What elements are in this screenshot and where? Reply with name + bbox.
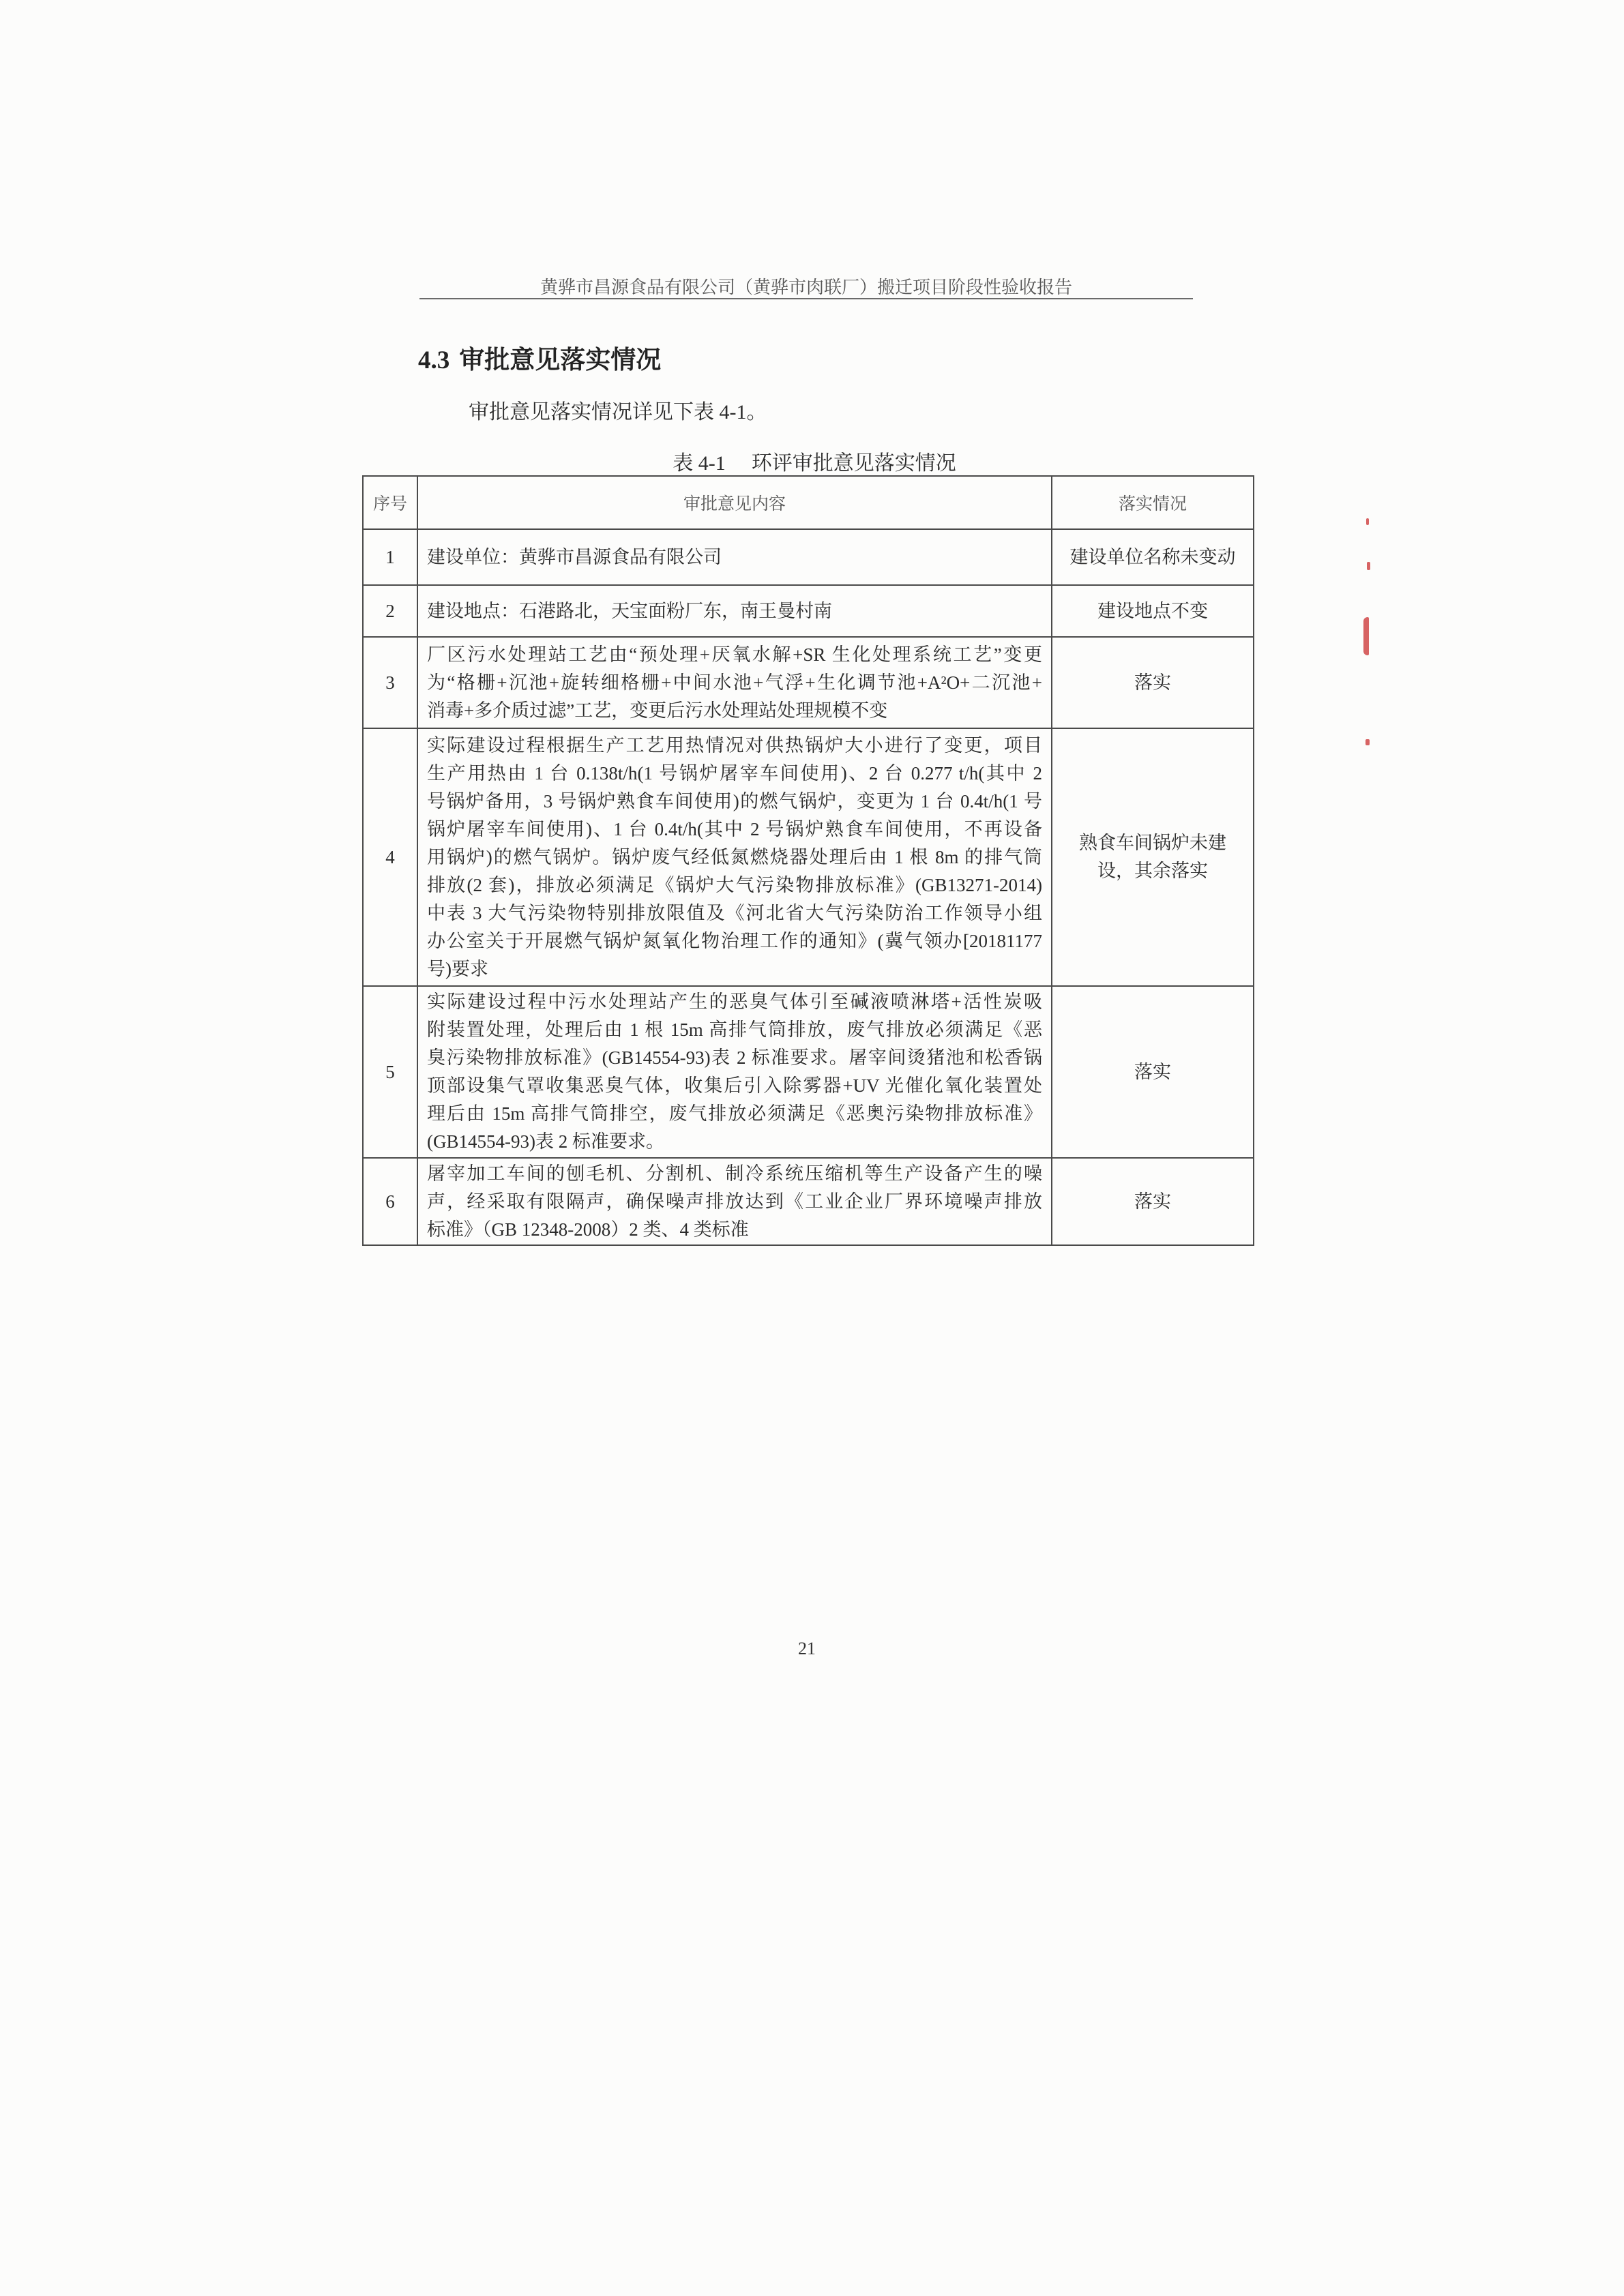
status-cell bbox=[1052, 986, 1254, 1158]
content-line: 屠宰加工车间的刨毛机、分割机、制冷系统压缩机等生产设备产生的噪 bbox=[427, 1163, 1042, 1184]
status-cell bbox=[1052, 1158, 1254, 1245]
table-header-row bbox=[363, 476, 1254, 529]
status-line: 建设地点不变 bbox=[1097, 600, 1208, 621]
row-number: 2 bbox=[385, 600, 395, 621]
approval-content-cell bbox=[417, 728, 1052, 986]
row-number: 3 bbox=[385, 672, 395, 693]
status-line: 建设单位名称未变动 bbox=[1069, 546, 1236, 567]
scan-mark bbox=[1365, 739, 1370, 745]
status-cell bbox=[1052, 529, 1254, 585]
table-row bbox=[363, 728, 1254, 986]
content-line: 中表 3 大气污染物特别排放限值及《河北省大气污染防治工作领导小组 bbox=[427, 902, 1042, 923]
approval-table-body bbox=[363, 529, 1254, 1245]
header-content: 审批意见内容 bbox=[417, 476, 1052, 529]
section-title: 审批意见落实情况 bbox=[459, 346, 662, 374]
content-line: 厂区污水处理站工艺由“预处理+厌氧水解+SR 生化处理系统工艺”变更 bbox=[427, 644, 1042, 665]
row-number-cell bbox=[363, 529, 417, 585]
status-line: 落实 bbox=[1134, 1061, 1171, 1082]
intro-paragraph: 审批意见落实情况详见下表 4-1。 bbox=[469, 401, 767, 423]
content-line: 生产用热由 1 台 0.138t/h(1 号锅炉屠宰车间使用)、2 台 0.277 t/h(其中 2 bbox=[427, 762, 1042, 784]
table-caption-title: 环评审批意见落实情况 bbox=[751, 452, 956, 475]
content-line: 理后由 15m 高排气筒排空，废气排放必须满足《恶奥污染物排放标准》 bbox=[427, 1103, 1042, 1124]
table-row bbox=[363, 585, 1254, 637]
table-header bbox=[363, 476, 1254, 529]
content-line: 为“格栅+沉池+旋转细格栅+中间水池+气浮+生化调节池+A²O+二沉池+ bbox=[427, 672, 1042, 693]
running-header: 黄骅市昌源食品有限公司（黄骅市肉联厂）搬迁项目阶段性验收报告 bbox=[540, 278, 1072, 297]
status-cell bbox=[1052, 585, 1254, 637]
scan-mark bbox=[1366, 518, 1369, 525]
scan-mark bbox=[1363, 617, 1369, 655]
status-line: 熟食车间锅炉未建 bbox=[1079, 833, 1226, 853]
approval-content-cell bbox=[417, 1158, 1052, 1245]
status-line: 落实 bbox=[1134, 1191, 1171, 1212]
content-line: 排放(2 套)，排放必须满足《锅炉大气污染物排放标准》(GB13271-2014) bbox=[427, 874, 1042, 895]
content-line: 号)要求 bbox=[427, 958, 488, 979]
approval-content-cell bbox=[417, 637, 1052, 728]
header-rule bbox=[419, 298, 1193, 299]
content-line: 办公室关于开展燃气锅炉氮氧化物治理工作的通知》(冀气领办[20181177 bbox=[427, 930, 1042, 951]
status-cell bbox=[1052, 728, 1254, 986]
row-number: 6 bbox=[385, 1191, 395, 1212]
table-row bbox=[363, 986, 1254, 1158]
table-row bbox=[363, 1158, 1254, 1245]
approval-content-cell bbox=[417, 585, 1052, 637]
status-line: 落实 bbox=[1134, 672, 1171, 693]
row-number: 4 bbox=[385, 846, 395, 867]
table-caption-label: 表 4-1 bbox=[673, 452, 726, 475]
approval-content-cell bbox=[417, 529, 1052, 585]
row-number-cell bbox=[363, 1158, 417, 1245]
page-number: 21 bbox=[798, 1639, 816, 1658]
header-number: 序号 bbox=[363, 476, 417, 529]
approval-content-cell bbox=[417, 986, 1052, 1158]
row-number-cell bbox=[363, 728, 417, 986]
content-line: 臭污染物排放标准》(GB14554-93)表 2 标准要求。屠宰间烫猪池和松香锅 bbox=[427, 1047, 1042, 1068]
content-line: (GB14554-93)表 2 标准要求。 bbox=[427, 1131, 664, 1152]
content-line: 用锅炉)的燃气锅炉。锅炉废气经低氮燃烧器处理后由 1 根 8m 的排气筒 bbox=[427, 846, 1042, 867]
status-cell bbox=[1052, 637, 1254, 728]
table-caption bbox=[369, 451, 1260, 477]
table-row bbox=[363, 529, 1254, 585]
scan-mark bbox=[1367, 562, 1370, 570]
approval-table bbox=[362, 475, 1254, 1246]
content-line: 声，经采取有限隔声，确保噪声排放达到《工业企业厂界环境噪声排放 bbox=[427, 1191, 1042, 1212]
content-line: 实际建设过程根据生产工艺用热情况对供热锅炉大小进行了变更，项目 bbox=[427, 734, 1042, 756]
content-line: 顶部设集气罩收集恶臭气体，收集后引入除雾器+UV 光催化氧化装置处 bbox=[427, 1075, 1042, 1096]
content-line: 消毒+多介质过滤”工艺，变更后污水处理站处理规模不变 bbox=[427, 700, 888, 721]
section-heading bbox=[418, 345, 661, 376]
header-status: 落实情况 bbox=[1052, 476, 1254, 529]
content-line: 锅炉屠宰车间使用)、1 台 0.4t/h(其中 2 号锅炉熟食车间使用，不再设备 bbox=[427, 818, 1042, 839]
content-line: 附装置处理，处理后由 1 根 15m 高排气筒排放，废气排放必须满足《恶 bbox=[427, 1019, 1042, 1040]
section-number: 4.3 bbox=[418, 346, 450, 374]
row-number: 5 bbox=[385, 1061, 395, 1082]
content-line: 标准》（GB 12348-2008）2 类、4 类标准 bbox=[427, 1219, 749, 1240]
row-number-cell bbox=[363, 585, 417, 637]
table-row bbox=[363, 637, 1254, 728]
row-number: 1 bbox=[385, 546, 395, 567]
content-line: 号锅炉备用，3 号锅炉熟食车间使用)的燃气锅炉，变更为 1 台 0.4t/h(1 号 bbox=[427, 790, 1042, 811]
content-line: 实际建设过程中污水处理站产生的恶臭气体引至碱液喷淋塔+活性炭吸 bbox=[427, 992, 1042, 1012]
status-line: 设，其余落实 bbox=[1097, 861, 1208, 881]
row-number-cell bbox=[363, 986, 417, 1158]
content-line: 建设地点：石港路北，天宝面粉厂东，南王曼村南 bbox=[427, 600, 832, 621]
row-number-cell bbox=[363, 637, 417, 728]
content-line: 建设单位：黄骅市昌源食品有限公司 bbox=[427, 546, 722, 567]
